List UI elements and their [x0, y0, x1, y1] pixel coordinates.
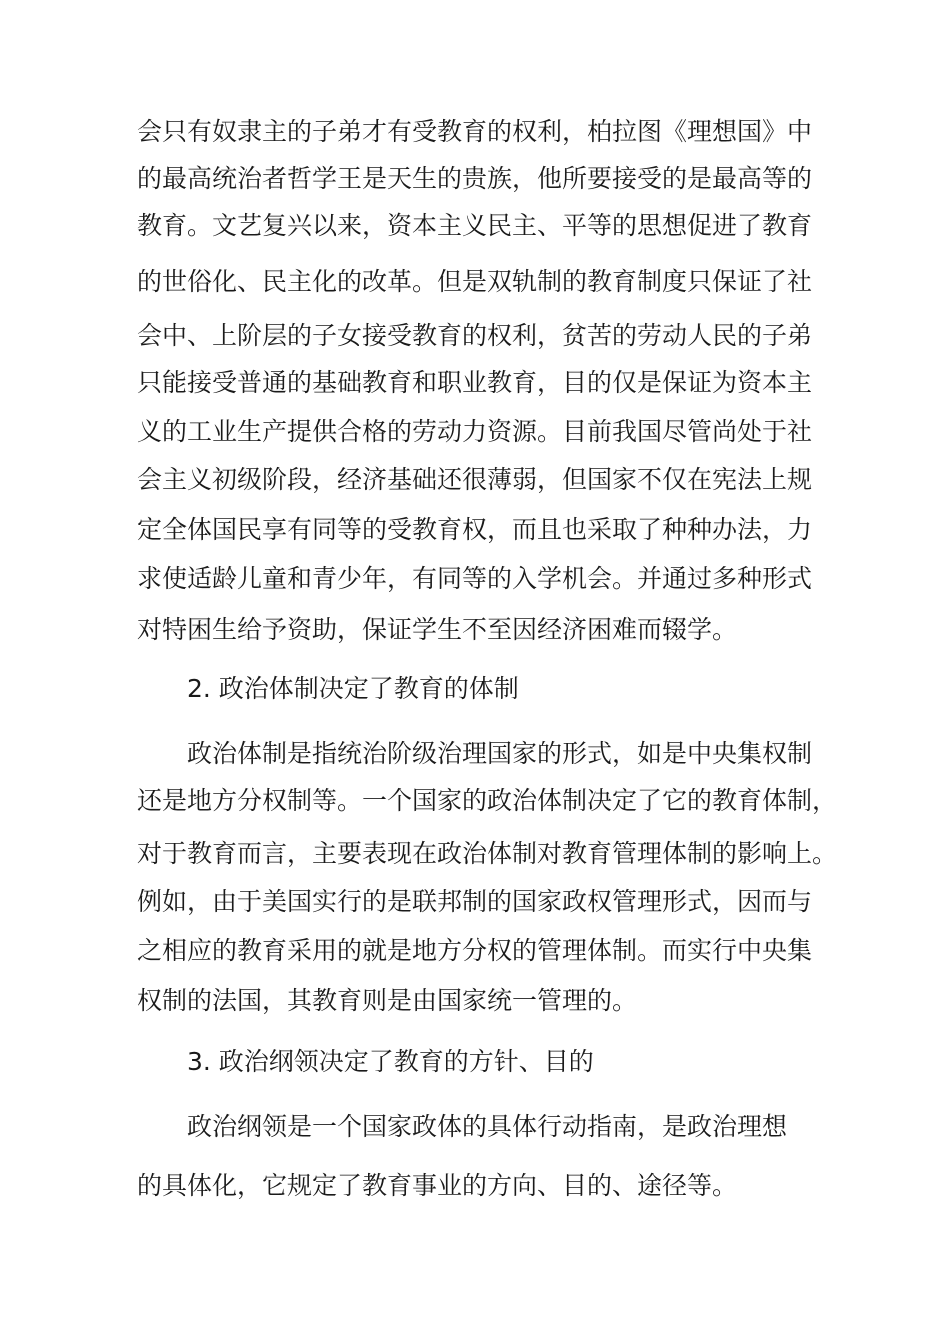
paragraph-1-line: 教育。文艺复兴以来，资本主义民主、平等的思想促进了教育	[137, 211, 813, 240]
paragraph-3-line: 的具体化，它规定了教育事业的方向、目的、途径等。	[137, 1171, 738, 1200]
paragraph-1-line: 定全体国民享有同等的受教育权，而且也采取了种种办法，力	[137, 515, 813, 544]
paragraph-1-line: 对特困生给予资助，保证学生不至因经济困难而辍学。	[137, 615, 738, 644]
paragraph-1-line: 求使适龄儿童和青少年，有同等的入学机会。并通过多种形式	[137, 564, 813, 593]
paragraph-1-line: 会主义初级阶段，经济基础还很薄弱，但国家不仅在宪法上规	[137, 465, 813, 494]
paragraph-2-line: 对于教育而言，主要表现在政治体制对教育管理体制的影响上。	[137, 839, 838, 868]
paragraph-1-line: 会中、上阶层的子女接受教育的权利，贫苦的劳动人民的子弟	[137, 321, 813, 350]
paragraph-2-line: 政治体制是指统治阶级治理国家的形式，如是中央集权制	[187, 739, 813, 768]
paragraph-1-line: 义的工业生产提供合格的劳动力资源。目前我国尽管尚处于社	[137, 417, 813, 446]
paragraph-1-line: 会只有奴隶主的子弟才有受教育的权利，柏拉图《理想国》中	[137, 117, 813, 146]
paragraph-2-line: 权制的法国，其教育则是由国家统一管理的。	[137, 986, 638, 1015]
paragraph-1-line: 只能接受普通的基础教育和职业教育，目的仅是保证为资本主	[137, 368, 813, 397]
paragraph-2-line: 例如，由于美国实行的是联邦制的国家政权管理形式，因而与	[137, 887, 813, 916]
section-heading-3: 3. 政治纲领决定了教育的方针、目的	[187, 1047, 594, 1076]
paragraph-3-line: 政治纲领是一个国家政体的具体行动指南，是政治理想	[187, 1112, 788, 1141]
paragraph-2-line: 还是地方分权制等。一个国家的政治体制决定了它的教育体制，	[137, 786, 838, 815]
paragraph-2-line: 之相应的教育采用的就是地方分权的管理体制。而实行中央集	[137, 936, 813, 965]
paragraph-1-line: 的世俗化、民主化的改革。但是双轨制的教育制度只保证了社	[137, 267, 813, 296]
paragraph-1-line: 的最高统治者哲学王是天生的贵族，他所要接受的是最高等的	[137, 164, 813, 193]
section-heading-2: 2. 政治体制决定了教育的体制	[187, 674, 519, 703]
